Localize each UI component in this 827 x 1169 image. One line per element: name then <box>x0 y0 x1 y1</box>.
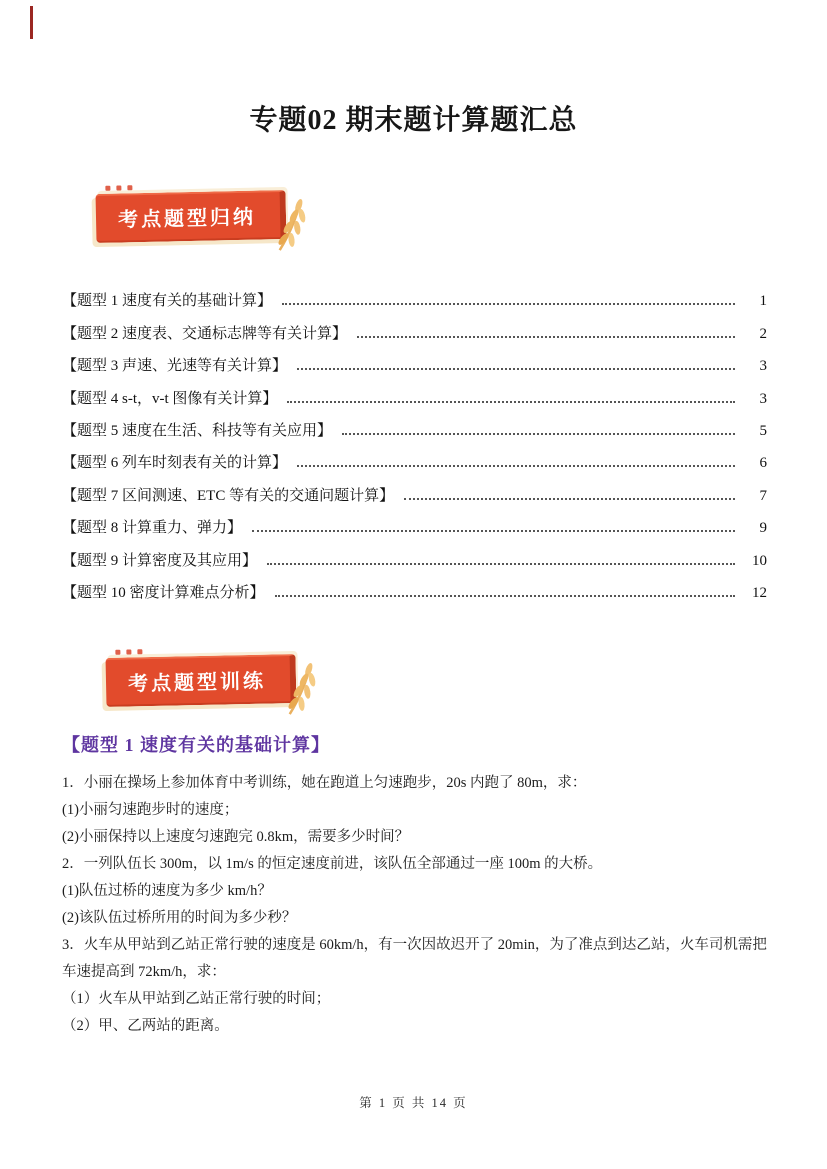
toc-dotted-leader <box>267 563 735 565</box>
problem-line: （1）火车从甲站到乙站正常行驶的时间； <box>62 991 331 1007</box>
toc-row <box>62 312 767 344</box>
problems-text <box>62 770 771 1040</box>
badge-summary-label: 考点题型归纳 <box>117 206 257 232</box>
toc-item-label: 【题型 10 密度计算难点分析】 <box>62 584 265 601</box>
problem-line: (1)队伍过桥的速度为多少 km/h？ <box>62 883 272 899</box>
problem-line: (2)该队伍过桥所用的时间为多少秒？ <box>62 910 297 926</box>
problem-line: 3．火车从甲站到乙站正常行驶的速度是 60km/h，有一次因故迟开了 20min，为了准点到达乙站，火车司机需把车速提高到 72km/h，求： <box>62 937 767 980</box>
toc-item-label: 【题型 8 计算重力、弹力】 <box>62 520 243 537</box>
toc-item-label: 【题型 7 区间测速、ETC 等有关的交通问题计算】 <box>62 487 395 504</box>
toc-item-label: 【题型 2 速度表、交通标志牌等有关计算】 <box>62 325 348 342</box>
toc-row <box>62 280 767 312</box>
problem-line: (2)小丽保持以上速度匀速跑完 0.8km，需要多少时间？ <box>62 829 410 845</box>
toc-dotted-leader <box>282 303 735 305</box>
table-of-contents <box>62 280 767 604</box>
badge-dots-decoration <box>105 185 132 191</box>
toc-page-number: 5 <box>759 422 767 439</box>
toc-page-number: 7 <box>759 487 767 504</box>
badge-dots-decoration <box>115 649 142 655</box>
toc-item-label: 【题型 5 速度在生活、科技等有关应用】 <box>62 422 333 439</box>
problem-line: 2．一列队伍长 300m，以 1m/s 的恒定速度前进，该队伍全部通过一座 100m 的大桥。 <box>62 856 603 872</box>
toc-item-label: 【题型 4 s-t，v-t 图像有关计算】 <box>62 390 278 407</box>
toc-row <box>62 345 767 377</box>
problem-line: 1．小丽在操场上参加体育中考训练，她在跑道上匀速跑步，20s 内跑了 80m，求： <box>62 775 587 791</box>
toc-dotted-leader <box>297 368 735 370</box>
toc-item-label: 【题型 6 列车时刻表有关的计算】 <box>62 455 288 472</box>
toc-row <box>62 474 767 506</box>
wheat-icon <box>272 194 311 253</box>
badge-kaodian-tixing-guina <box>96 190 287 243</box>
toc-row <box>62 410 767 442</box>
toc-dotted-leader <box>287 401 735 403</box>
toc-page-number: 2 <box>759 325 767 342</box>
toc-dotted-leader <box>357 336 735 338</box>
badge-kaodian-tixing-xunlian <box>106 654 297 707</box>
toc-dotted-leader <box>252 530 735 532</box>
page-number-footer: 第 1 页 共 14 页 <box>359 1096 468 1110</box>
toc-dotted-leader <box>275 595 735 597</box>
section-heading-tixing1: 【题型 1 速度有关的基础计算】 <box>62 735 330 755</box>
toc-row <box>62 442 767 474</box>
toc-row <box>62 377 767 409</box>
toc-page-number: 6 <box>759 455 767 472</box>
toc-page-number: 1 <box>759 293 767 310</box>
problem-line: （2）甲、乙两站的距离。 <box>62 1018 229 1034</box>
wheat-icon <box>282 658 321 717</box>
toc-item-label: 【题型 3 声速、光速等有关计算】 <box>62 358 288 375</box>
toc-dotted-leader <box>404 498 735 500</box>
toc-page-number: 10 <box>752 552 767 569</box>
toc-row <box>62 572 767 604</box>
toc-row <box>62 507 767 539</box>
page-title: 专题02 期末题计算题汇总 <box>249 105 578 136</box>
toc-page-number: 9 <box>759 520 767 537</box>
toc-row <box>62 539 767 571</box>
toc-item-label: 【题型 1 速度有关的基础计算】 <box>62 293 273 310</box>
toc-dotted-leader <box>342 433 735 435</box>
toc-dotted-leader <box>297 465 735 467</box>
red-margin-line <box>30 6 33 39</box>
toc-page-number: 3 <box>759 358 767 375</box>
badge-training-label: 考点题型训练 <box>127 670 267 696</box>
toc-page-number: 12 <box>752 584 767 601</box>
problem-line: (1)小丽匀速跑步时的速度； <box>62 802 239 818</box>
toc-page-number: 3 <box>759 390 767 407</box>
toc-item-label: 【题型 9 计算密度及其应用】 <box>62 552 258 569</box>
